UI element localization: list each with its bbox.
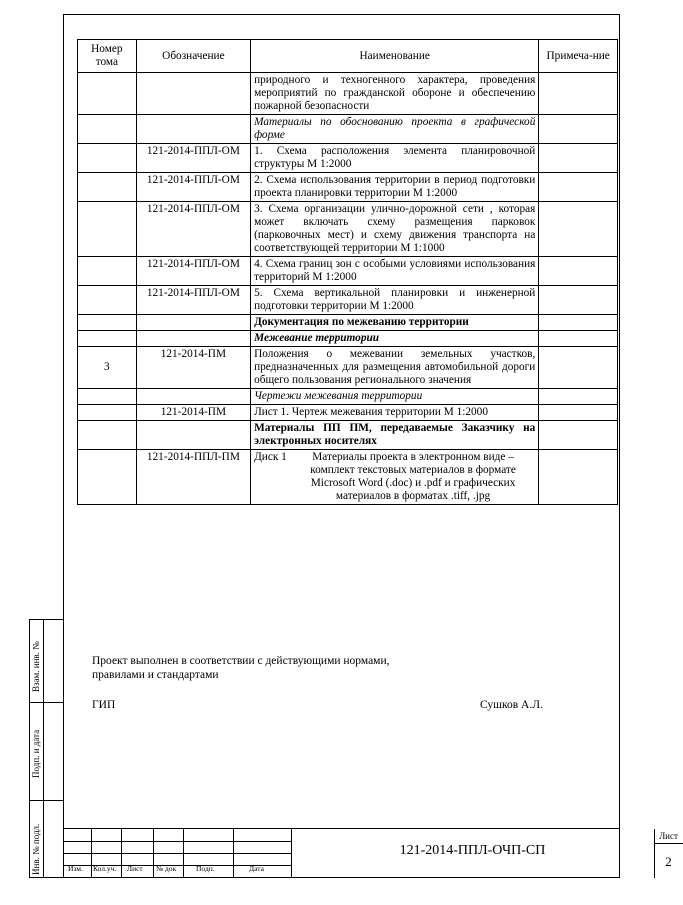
cell-designation: 121-2014-ППЛ-ПМ bbox=[136, 450, 250, 505]
tb-label-list: Лист bbox=[127, 864, 143, 873]
cell-volume bbox=[78, 331, 137, 347]
cell-name: Межевание территории bbox=[251, 331, 539, 347]
cell-note bbox=[539, 405, 618, 421]
cell-name: Документация по межеванию территории bbox=[251, 315, 539, 331]
cell-volume bbox=[78, 405, 137, 421]
cell-note bbox=[539, 331, 618, 347]
contents-table bbox=[77, 39, 618, 505]
cell-designation: 121-2014-ППЛ-ОМ bbox=[136, 144, 250, 173]
cell-name: Положения о межевании земельных участков, предназначенных для размещения автомобильной дороги общего пользования регионального значения bbox=[251, 347, 539, 389]
cell-designation bbox=[136, 315, 250, 331]
cell-note bbox=[539, 115, 618, 144]
cell-note bbox=[539, 421, 618, 450]
cell-volume bbox=[78, 315, 137, 331]
cell-volume: 3 bbox=[78, 347, 137, 389]
cell-note bbox=[539, 202, 618, 257]
cell-designation: 121-2014-ППЛ-ОМ bbox=[136, 257, 250, 286]
table-body bbox=[78, 73, 618, 505]
cell-note bbox=[539, 73, 618, 115]
cell-volume bbox=[78, 421, 137, 450]
tb-vline bbox=[91, 829, 92, 878]
document-code: 121-2014-ППЛ-ОЧП-СП bbox=[399, 843, 546, 858]
table-row bbox=[78, 73, 618, 115]
cell-designation: 121-2014-ПМ bbox=[136, 347, 250, 389]
cell-name: Лист 1. Чертеж межевания территории М 1:2000 bbox=[251, 405, 539, 421]
tb-label-kolvo: Кол.уч. bbox=[93, 864, 117, 873]
side-label-vzam: Взам. инв. № bbox=[31, 641, 41, 692]
table-header-row bbox=[78, 40, 618, 73]
cell-designation bbox=[136, 389, 250, 405]
table-row bbox=[78, 421, 618, 450]
cell-name: 2. Схема использования территории в период подготовки проекта планировки территории М 1:2000 bbox=[251, 173, 539, 202]
cell-designation: 121-2014-ППЛ-ОМ bbox=[136, 286, 250, 315]
cell-note bbox=[539, 144, 618, 173]
cell-volume bbox=[78, 173, 137, 202]
tb-line bbox=[63, 853, 291, 854]
tb-label-podp: Подп. bbox=[196, 864, 215, 873]
table-row bbox=[78, 405, 618, 421]
tb-label-date: Дата bbox=[249, 864, 264, 873]
cell-designation bbox=[136, 115, 250, 144]
side-label-inv: Инв. № подл. bbox=[31, 823, 41, 875]
note-line-2: правилами и стандартами bbox=[92, 669, 219, 681]
disk-entry bbox=[254, 451, 535, 503]
table-row bbox=[78, 450, 618, 505]
header-name: Наименование bbox=[251, 40, 539, 73]
cell-designation: 121-2014-ППЛ-ОМ bbox=[136, 173, 250, 202]
cell-note bbox=[539, 315, 618, 331]
tb-line bbox=[63, 841, 291, 842]
signature-role: ГИП bbox=[92, 699, 116, 711]
table-row bbox=[78, 347, 618, 389]
cell-designation: 121-2014-ПМ bbox=[136, 405, 250, 421]
cell-note bbox=[539, 257, 618, 286]
table-row bbox=[78, 331, 618, 347]
cell-volume bbox=[78, 257, 137, 286]
title-block bbox=[63, 828, 678, 878]
signature-name: Сушков А.Л. bbox=[480, 699, 543, 711]
cell-name: природного и техногенного характера, проведения мероприятий по гражданской обороне и обеспечению пожарной безопасности bbox=[251, 73, 539, 115]
tb-vline bbox=[233, 829, 234, 878]
compliance-note bbox=[92, 654, 389, 682]
cell-volume bbox=[78, 115, 137, 144]
cell-name: 3. Схема организации улично-дорожной сети , которая может включать схему размещения парковок (парковочных мест) и схему движения транспорта на соответствующей территории М 1:1000 bbox=[251, 202, 539, 257]
cell-volume bbox=[78, 389, 137, 405]
disk-label: Диск 1 bbox=[254, 451, 287, 463]
cell-name: 5. Схема вертикальной планировки и инженерной подготовки территории М 1:2000 bbox=[251, 286, 539, 315]
disk-description: Материалы проекта в электронном виде – комплект текстовых материалов в формате Microsoft Word (.doc) и .pdf и графических материалов в форматах .tiff, .jpg bbox=[310, 451, 516, 502]
cell-name bbox=[251, 450, 539, 505]
table-row bbox=[78, 315, 618, 331]
cell-volume bbox=[78, 73, 137, 115]
table-row bbox=[78, 115, 618, 144]
cell-designation: 121-2014-ППЛ-ОМ bbox=[136, 202, 250, 257]
table-row bbox=[78, 202, 618, 257]
tb-label-izm: Изм. bbox=[68, 864, 83, 873]
cell-name: Чертежи межевания территории bbox=[251, 389, 539, 405]
sheet-label: Лист bbox=[659, 831, 678, 841]
cell-volume bbox=[78, 202, 137, 257]
tb-label-doc: № док bbox=[156, 864, 177, 873]
cell-designation bbox=[136, 331, 250, 347]
cell-name: Материалы ПП ПМ, передаваемые Заказчику на электронных носителях bbox=[251, 421, 539, 450]
table-row bbox=[78, 389, 618, 405]
cell-volume bbox=[78, 286, 137, 315]
cell-volume bbox=[78, 450, 137, 505]
tb-vline bbox=[121, 829, 122, 878]
side-stamp bbox=[29, 619, 63, 878]
tb-vline bbox=[183, 829, 184, 878]
header-designation: Обозначение bbox=[136, 40, 250, 73]
cell-note bbox=[539, 450, 618, 505]
cell-note bbox=[539, 286, 618, 315]
sheet-divider bbox=[654, 843, 683, 844]
cell-note bbox=[539, 389, 618, 405]
cell-volume bbox=[78, 144, 137, 173]
header-volume: Номер тома bbox=[78, 40, 137, 73]
cell-designation bbox=[136, 73, 250, 115]
table-row bbox=[78, 286, 618, 315]
side-label-podp: Подп. и дата bbox=[31, 729, 41, 778]
note-line-1: Проект выполнен в соответствии с действующими нормами, bbox=[92, 655, 390, 667]
cell-name: Материалы по обоснованию проекта в графической форме bbox=[251, 115, 539, 144]
sheet-number: 2 bbox=[665, 854, 672, 869]
table-row bbox=[78, 173, 618, 202]
cell-name: 1. Схема расположения элемента планировочной структуры М 1:2000 bbox=[251, 144, 539, 173]
header-note: Примеча-ние bbox=[539, 40, 618, 73]
cell-note bbox=[539, 347, 618, 389]
tb-vline bbox=[153, 829, 154, 878]
cell-designation bbox=[136, 421, 250, 450]
table-row bbox=[78, 144, 618, 173]
cell-note bbox=[539, 173, 618, 202]
table-row bbox=[78, 257, 618, 286]
cell-name: 4. Схема границ зон с особыми условиями использования территорий М 1:2000 bbox=[251, 257, 539, 286]
